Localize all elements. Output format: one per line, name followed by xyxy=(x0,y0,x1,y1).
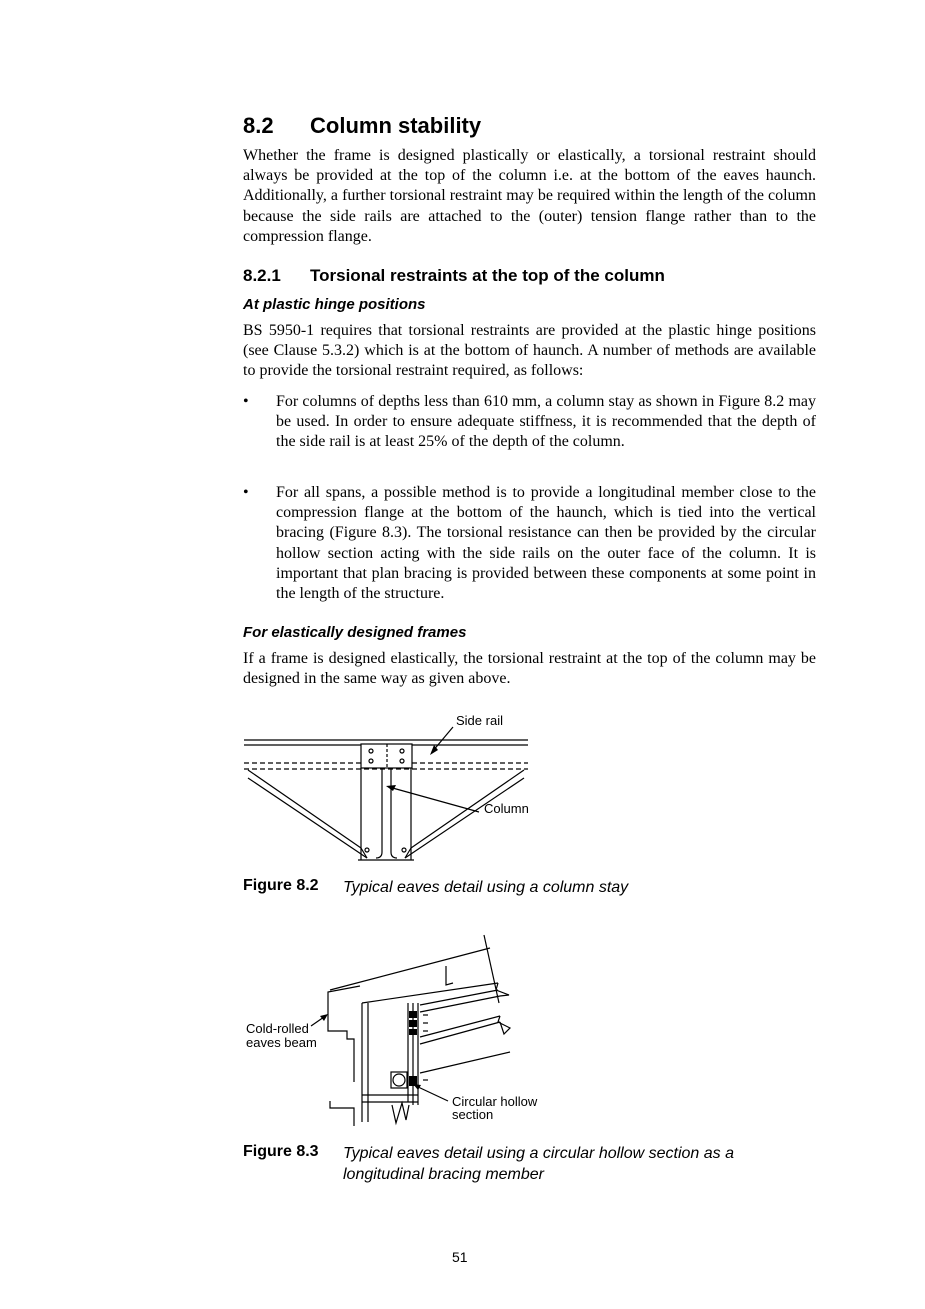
eaves-beam-label: Cold-rolled eaves beam xyxy=(246,1021,317,1050)
bullet-item xyxy=(243,392,816,453)
bullet-item xyxy=(243,483,816,604)
subsection-heading xyxy=(243,266,665,286)
section-number: 8.2 xyxy=(243,113,274,138)
intro-paragraph: Whether the frame is designed plastically or elastically, a torsional restraint should always be provided at the top of the column i.e. at the bottom of the eaves haunch. Additionally, a further torsional restraint may be required within the length of the column because the side rails are attached to the (outer) tension flange rather than to the compression flange. xyxy=(243,147,816,245)
page-number: 51 xyxy=(452,1249,468,1265)
plastic-heading: At plastic hinge positions xyxy=(243,296,426,313)
bullet-icon: • xyxy=(243,484,249,501)
elastic-paragraph: If a frame is designed elastically, the torsional restraint at the top of the column may be designed in the same way as given above. xyxy=(243,650,816,688)
figure-number: Figure 8.2 xyxy=(243,877,319,894)
section-title: Column stability xyxy=(310,113,482,138)
subsection-number: 8.2.1 xyxy=(243,266,281,285)
bullet-text: For all spans, a possible method is to provide a longitudinal member close to the compression flange at the bottom of the haunch, which is tied into the vertical bracing (Figure 8.3). The torsional resistance can then be provided by the circular hollow section acting with the side rails on the outer face of the column. It is important that plan bracing is provided between these components at some point in the length of the structure. xyxy=(276,484,816,603)
column-label: Column xyxy=(484,801,529,816)
figure-caption-text: Typical eaves detail using a column stay xyxy=(343,879,629,896)
side-rail-label: Side rail xyxy=(456,713,503,728)
chs-label: Circular hollow section xyxy=(452,1094,538,1122)
figure-caption-text: Typical eaves detail using a circular hollow section as a longitudinal bracing member xyxy=(343,1145,735,1183)
bullet-text: For columns of depths less than 610 mm, a column stay as shown in Figure 8.2 may be used. In order to ensure adequate stiffness, it is recommended that the depth of the side rail is at least 25% of the depth of the column. xyxy=(276,393,816,451)
subsection-title: Torsional restraints at the top of the column xyxy=(310,266,665,285)
figure-number: Figure 8.3 xyxy=(243,1143,319,1160)
elastic-heading: For elastically designed frames xyxy=(243,624,467,641)
bullet-icon: • xyxy=(243,393,249,410)
section-heading xyxy=(243,113,481,139)
plastic-paragraph: BS 5950-1 requires that torsional restraints are provided at the plastic hinge positions (see Clause 5.3.2) which is at the bottom of haunch. A number of methods are available to provide the torsional restraint required, as follows: xyxy=(243,322,816,380)
